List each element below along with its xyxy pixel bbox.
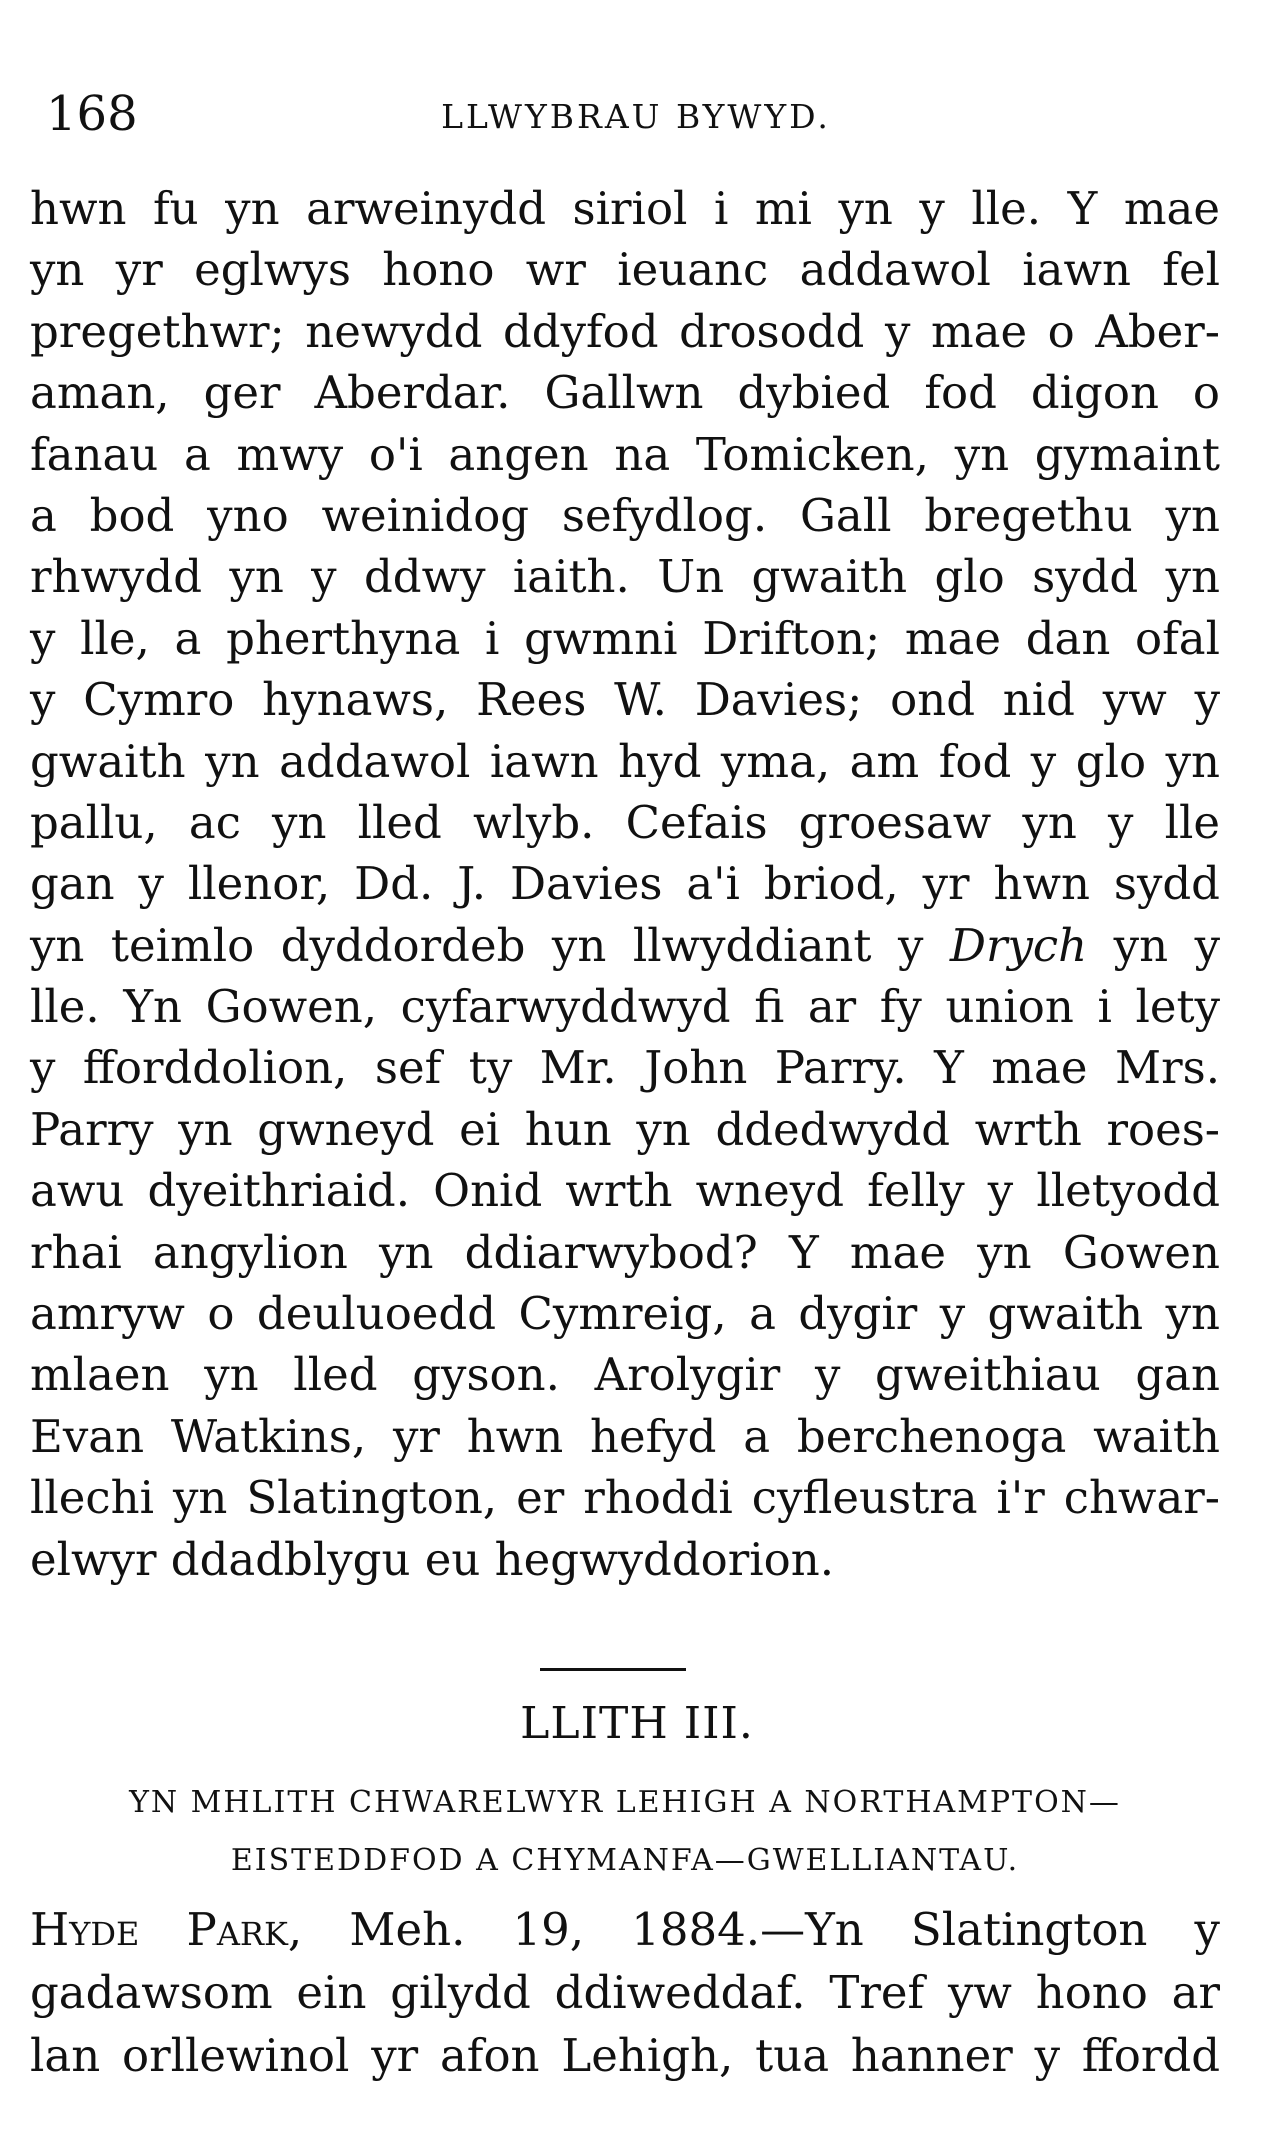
line-text: yn y: [1087, 918, 1220, 972]
paragraph-line: y fforddolion, sef ty Mr. John Parry. Y mae Mrs.: [30, 1041, 1220, 1095]
page-number: 168: [46, 86, 138, 142]
paragraph-line: fanau a mwy o'i angen na Tomicken, yn gymaint: [30, 427, 1220, 481]
running-title: LLWYBRAU BYWYD.: [441, 97, 831, 136]
chapter-subtitle-line-1: YN MHLITH CHWARELWYR LEHIGH A NORTHAMPTON—: [129, 1785, 1121, 1820]
place-heading: Hyde Park,: [30, 1903, 303, 1956]
chapter-subtitle-line-2: EISTEDDFOD A CHYMANFA—GWELLIANTAU.: [230, 1843, 1020, 1878]
paragraph-line: [30, 1898, 1220, 1961]
paragraph-line: awu dyeithriaid. Onid wrth wneyd felly y lletyodd: [30, 1164, 1220, 1218]
paragraph-line: [30, 915, 1220, 976]
section-divider: [540, 1668, 686, 1671]
paragraph-line: a bod yno weinidog sefydlog. Gall bregethu yn: [30, 488, 1220, 542]
second-paragraph: [30, 1898, 1220, 2087]
paragraph-line: y Cymro hynaws, Rees W. Davies; ond nid yw y: [30, 673, 1220, 727]
newspaper-title: Drych: [949, 918, 1088, 972]
paragraph-line: rhwydd yn y ddwy iaith. Un gwaith glo sydd yn: [30, 550, 1220, 604]
chapter-title: LLITH III.: [520, 1698, 754, 1749]
running-head: [46, 84, 1226, 144]
line-text: yn teimlo dyddordeb yn llwyddiant y: [30, 918, 950, 972]
main-paragraph: [30, 178, 1220, 1590]
paragraph-line: hwn fu yn arweinydd siriol i mi yn y lle. Y mae: [30, 182, 1220, 235]
paragraph-line: gan y llenor, Dd. J. Davies a'i briod, yr hwn sydd: [30, 857, 1220, 911]
paragraph-line: lan orllewinol yr afon Lehigh, tua hanner y ffordd: [30, 2029, 1220, 2082]
dateline-text: Meh. 19, 1884.—Yn Slatington y: [302, 1903, 1220, 1956]
paragraph-line: pregethwr; newydd ddyfod drosodd y mae o Aber-: [30, 304, 1220, 358]
paragraph-line: mlaen yn lled gyson. Arolygir y gweithiau gan: [30, 1348, 1220, 1402]
paragraph-line: elwyr ddadblygu eu hegwyddorion.: [30, 1532, 835, 1586]
paragraph-line: llechi yn Slatington, er rhoddi cyfleustra i'r chwar-: [30, 1471, 1220, 1525]
paragraph-line: gwaith yn addawol iawn hyd yma, am fod y glo yn: [30, 734, 1220, 788]
paragraph-line: pallu, ac yn lled wlyb. Cefais groesaw yn y lle: [30, 795, 1220, 849]
paragraph-line: y lle, a pherthyna i gwmni Drifton; mae dan ofal: [30, 611, 1220, 665]
paragraph-line: lle. Yn Gowen, cyfarwyddwyd fi ar fy union i lety: [30, 980, 1220, 1034]
paragraph-line: yn yr eglwys hono wr ieuanc addawol iawn fel: [30, 243, 1220, 297]
paragraph-line: aman, ger Aberdar. Gallwn dybied fod digon o: [30, 366, 1220, 420]
paragraph-line: gadawsom ein gilydd ddiweddaf. Tref yw hono ar: [30, 1966, 1220, 2019]
paragraph-line: Parry yn gwneyd ei hun yn ddedwydd wrth roes-: [30, 1102, 1220, 1156]
paragraph-line: Evan Watkins, yr hwn hefyd a berchenoga waith: [30, 1409, 1220, 1463]
paragraph-line: amryw o deuluoedd Cymreig, a dygir y gwaith yn: [30, 1287, 1220, 1341]
paragraph-line: rhai angylion yn ddiarwybod? Y mae yn Gowen: [30, 1225, 1220, 1279]
